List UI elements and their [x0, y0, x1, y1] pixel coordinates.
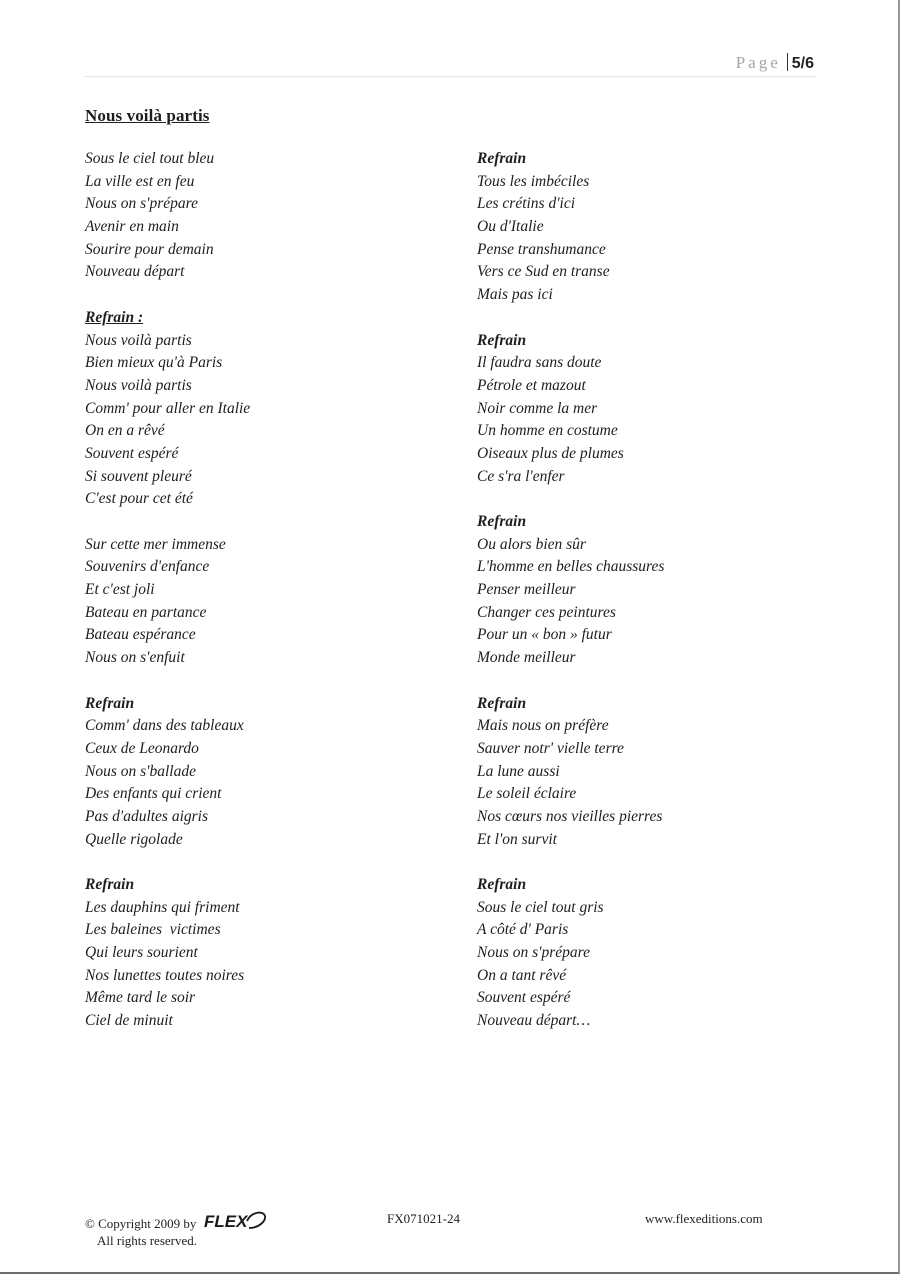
lyric-line: Nous voilà partis — [85, 376, 192, 394]
lyric-line: Nos lunettes toutes noires — [85, 966, 245, 984]
lyric-line: Pour un « bon » futur — [477, 626, 612, 644]
lyric-line: Pas d'adultes aigris — [85, 807, 209, 825]
lyric-line: Mais nous on préfère — [477, 717, 609, 735]
lyric-line: Nous on s'enfuit — [85, 649, 185, 667]
lyrics-right-column — [477, 148, 807, 1056]
stanza-title: Refrain — [477, 150, 527, 167]
lyric-line: Le soleil éclaire — [477, 785, 577, 803]
lyric-line: Avenir en main — [85, 218, 179, 236]
lyric-line: Il faudra sans doute — [477, 354, 602, 372]
lyric-line: Quelle rigolade — [85, 830, 183, 848]
stanza-title: Refrain — [477, 331, 527, 349]
lyric-line: Ce s'ra l'enfer — [477, 467, 565, 485]
lyric-line: Les baleines victimes — [85, 921, 221, 939]
lyric-line: Sourire pour demain — [85, 240, 214, 258]
lyric-line: Sauver notr' vielle terre — [477, 739, 624, 757]
lyric-line: Ciel de minuit — [85, 1012, 173, 1030]
lyric-line: Nous on s'prépare — [477, 944, 590, 962]
lyric-line: Comm' dans des tableaux — [85, 717, 244, 735]
lyric-line: Les dauphins qui friment — [85, 898, 240, 916]
page-number: 5/6 — [791, 55, 814, 72]
stanza-title: Refrain — [477, 694, 527, 712]
lyric-line: Souvent espéré — [477, 989, 571, 1007]
lyric-line: Nous on s'ballade — [85, 762, 196, 780]
stanza — [85, 874, 415, 1033]
stanza-title: Refrain — [85, 694, 135, 712]
lyric-line: Monde meilleur — [477, 649, 576, 667]
lyric-line: Même tard le soir — [85, 989, 196, 1007]
lyric-line: Des enfants qui crient — [85, 785, 222, 803]
lyric-line: Souvenirs d'enfance — [85, 558, 210, 576]
lyric-line: Tous les imbéciles — [477, 172, 590, 190]
lyric-line: Noir comme la mer — [477, 399, 598, 417]
lyric-line: Les crétins d'ici — [477, 195, 576, 213]
stanza-title: Refrain — [85, 876, 135, 893]
lyric-line: Nos cœurs nos vieilles pierres — [477, 807, 663, 825]
lyric-line: Bien mieux qu'à Paris — [85, 354, 223, 372]
page-header — [736, 53, 814, 73]
page-label: Page — [735, 53, 781, 72]
lyric-line: Comm' pour aller en Italie — [85, 399, 251, 417]
lyric-line: Mais pas ici — [477, 286, 553, 304]
lyric-line: Pétrole et mazout — [477, 376, 586, 394]
lyric-line: C'est pour cet été — [85, 490, 193, 508]
stanza-title: Refrain — [477, 876, 527, 893]
lyric-line: Sur cette mer immense — [85, 535, 226, 553]
footer-website: www.flexeditions.com — [645, 1211, 763, 1226]
stanza — [477, 330, 807, 489]
lyric-line: Penser meilleur — [477, 581, 576, 599]
flex-logo-text: FLEX — [203, 1212, 248, 1231]
stanza — [477, 511, 807, 670]
lyric-line: Vers ce Sud en transe — [477, 263, 610, 281]
lyric-line: Si souvent pleuré — [85, 467, 192, 485]
lyric-line: On en a rêvé — [85, 422, 165, 440]
header-separator — [787, 53, 788, 71]
header-rule — [84, 76, 816, 77]
stanza — [85, 307, 415, 511]
lyric-line: Ou d'Italie — [477, 218, 544, 236]
stanza — [85, 693, 415, 852]
lyric-line: Oiseaux plus de plumes — [477, 444, 624, 462]
stanza — [477, 874, 807, 1033]
stanza — [477, 693, 807, 852]
lyric-line: La ville est en feu — [85, 172, 195, 190]
lyric-line: Ceux de Leonardo — [85, 739, 199, 757]
lyric-line: La lune aussi — [477, 762, 560, 780]
lyric-line: Nous on s'prépare — [85, 195, 198, 213]
lyric-line: L'homme en belles chaussures — [477, 558, 665, 576]
lyric-line: Qui leurs sourient — [85, 944, 198, 962]
lyric-line: Sous le ciel tout bleu — [85, 150, 215, 167]
lyric-line: Bateau espérance — [85, 626, 196, 644]
lyric-line: Et l'on survit — [477, 830, 557, 848]
song-title: Nous voilà partis — [85, 106, 210, 125]
lyric-line: On a tant rêvé — [477, 966, 567, 984]
flex-logo — [203, 1211, 267, 1231]
footer-copyright — [85, 1211, 267, 1249]
lyric-line: A côté d' Paris — [477, 921, 569, 939]
copyright-text: © Copyright 2009 by — [85, 1216, 197, 1231]
lyric-line: Un homme en costume — [477, 422, 618, 440]
lyric-line: Bateau en partance — [85, 603, 207, 621]
lyric-line: Nouveau départ… — [477, 1012, 591, 1030]
stanza — [477, 148, 807, 307]
stanza-title: Refrain — [477, 513, 527, 530]
lyric-line: Ou alors bien sûr — [477, 535, 586, 553]
lyric-line: Nouveau départ — [85, 263, 185, 281]
lyrics-left-column — [85, 148, 415, 1056]
lyric-line: Nous voilà partis — [85, 331, 192, 349]
stanza — [85, 534, 415, 670]
footer-reference-code: FX071021-24 — [387, 1211, 460, 1226]
lyric-line: Et c'est joli — [85, 581, 155, 599]
rights-text: All rights reserved. — [97, 1233, 198, 1248]
lyric-line: Changer ces peintures — [477, 603, 616, 621]
lyric-line: Souvent espéré — [85, 444, 179, 462]
stanza-title: Refrain : — [85, 308, 144, 326]
lyric-line: Sous le ciel tout gris — [477, 898, 604, 916]
stanza — [85, 148, 415, 284]
lyric-line: Pense transhumance — [477, 240, 606, 258]
